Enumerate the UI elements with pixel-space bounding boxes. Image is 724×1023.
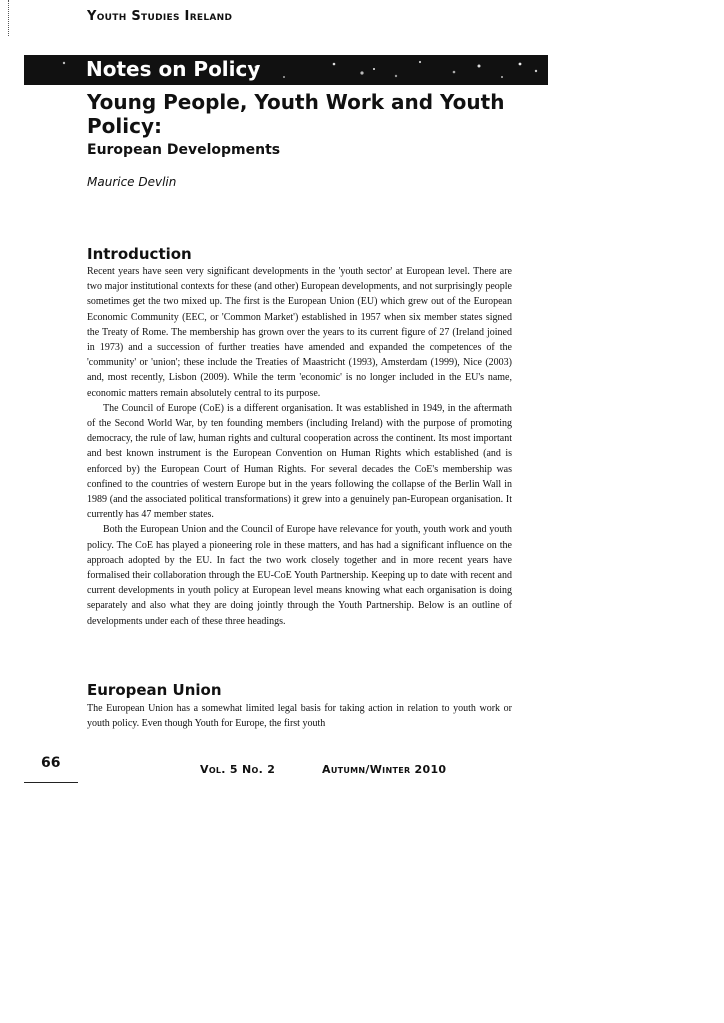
footer-issue: Vol. 5 No. 2 [200, 763, 276, 776]
section-heading-european-union: European Union [87, 681, 222, 699]
page-edge-marker [8, 0, 9, 36]
page-number-rule [24, 782, 78, 783]
article-title: Young People, Youth Work and Youth Policy: [87, 90, 505, 138]
section-label: Notes on Policy [86, 57, 261, 81]
article-subtitle: European Developments [87, 142, 281, 158]
european-union-body [87, 701, 512, 731]
journal-name: Youth Studies Ireland [87, 9, 233, 24]
paragraph: Both the European Union and the Council of Europe have relevance for youth, youth work and youth policy. The CoE has played a pioneering role in these matters, and has had a significant influence on the approach adopted by the EU. In fact the two work closely together and in more recent years have formalised their collaboration through the EU-CoE Youth Partnership. Keeping up to date with recent and current developments in youth policy at European level means knowing what each organisation is doing separately and also what they are doing jointly through the Youth Partnership. Below is an outline of developments under each of these three headings. [87, 524, 512, 627]
paragraph: Recent years have seen very significant developments in the 'youth sector' at European level. There are two major institutional contexts for these (and other) European developments, and not surprisingly people sometimes get the two mixed up. The first is the European Union (EU) which grew out of the European Economic Community (EEC, or 'Common Market') established in 1957 when six member states signed the Treaty of Rome. The membership has grown over the years to its current figure of 27 (Ireland joined in 1973) and a succession of further treaties have amended and expanded the competences of the 'community' or 'union'; these include the Treaties of Maastricht (1993), Amsterdam (1999), Nice (2003) and, most recently, Lisbon (2009). While the term 'economic' is no longer included in the EU's name, economic matters remain absolutely central to its purpose. [87, 266, 512, 399]
author-name: Maurice Devlin [87, 175, 177, 189]
paragraph: The Council of Europe (CoE) is a different organisation. It was established in 1949, in the aftermath of the Second World War, by ten founding members (including Ireland) with the purpose of promoting democracy, the rule of law, human rights and cultural cooperation across the continent. Its most important and best known instrument is the European Convention on Human Rights which established (and is enforced by) the European Court of Human Rights. For several decades the CoE's membership was confined to the countries of western Europe but in the years following the collapse of the Berlin Wall in 1989 (and the associated political transformations) it grew into a genuinely pan-European organisation. It currently has 47 member states. [87, 402, 512, 521]
paragraph: The European Union has a somewhat limited legal basis for taking action in relation to youth work or youth policy. Even though Youth for Europe, the first youth [87, 703, 512, 730]
section-heading-introduction: Introduction [87, 245, 192, 263]
section-banner [24, 55, 548, 85]
introduction-body [87, 264, 512, 629]
footer-season: Autumn/Winter 2010 [322, 763, 447, 776]
page-number: 66 [41, 755, 61, 771]
